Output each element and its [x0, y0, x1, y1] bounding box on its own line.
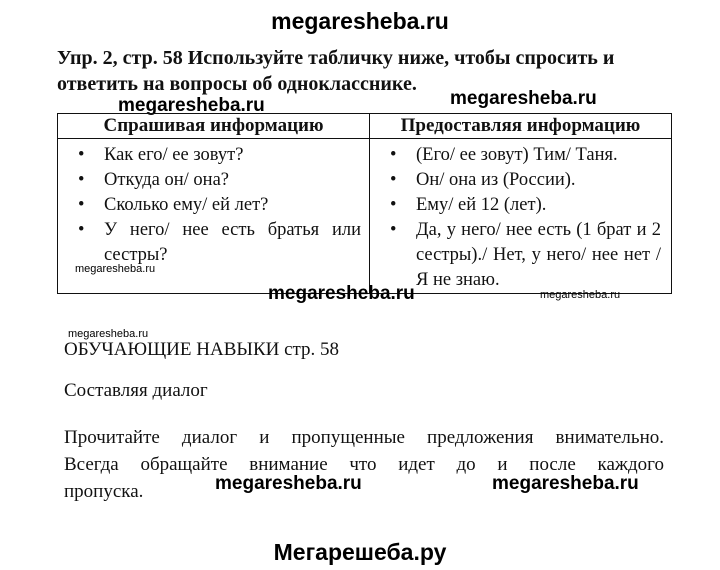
list-item: • (Его/ ее зовут) Тим/ Таня.	[388, 143, 661, 168]
exercise-title-line1: Упр. 2, стр. 58 Используйте табличку ниже, чтобы спросить и	[57, 47, 615, 69]
bottom-brand: Мегарешеба.ру	[273, 539, 447, 565]
asking-list	[76, 143, 361, 268]
list-item: • У него/ нее есть братья или сестры?	[76, 218, 361, 268]
watermark-small-table: megaresheba.ru	[75, 263, 156, 275]
skills-subheading: Составляя диалог	[64, 380, 208, 401]
list-item: • Он/ она из (России).	[388, 168, 661, 193]
skills-heading: ОБУЧАЮЩИЕ НАВЫКИ стр. 58	[64, 339, 340, 360]
list-item: • Откуда он/ она?	[76, 168, 361, 193]
watermark-below-table: megaresheba.ru	[268, 283, 415, 304]
paragraph-line1: Прочитайте диалог и пропущенные предложения внимательно.	[64, 427, 664, 448]
watermark-para-left: megaresheba.ru	[215, 473, 362, 494]
exercise-title-line2: ответить на вопросы об однокласснике.	[57, 73, 417, 95]
watermark-left: megaresheba.ru	[118, 95, 265, 116]
top-watermark: megaresheba.ru	[271, 8, 449, 34]
giving-list	[388, 143, 661, 293]
watermark-small-left: megaresheba.ru	[68, 328, 149, 340]
watermark-right: megaresheba.ru	[450, 88, 597, 109]
watermark-small-right: megaresheba.ru	[540, 289, 621, 301]
list-item: • Да, у него/ нее есть (1 брат и 2 сестры)./ Нет, у него/ нее нет / Я не знаю.	[388, 218, 661, 293]
table-header-row	[58, 114, 672, 139]
watermark-para-right: megaresheba.ru	[492, 473, 639, 494]
paragraph-line2: Всегда обращайте внимание что идет до и после каждого	[64, 454, 664, 475]
giving-column	[370, 139, 672, 294]
header-asking: Спрашивая информацию	[58, 114, 370, 139]
header-giving: Предоставляя информацию	[370, 114, 672, 139]
paragraph-line3: пропуска.	[64, 481, 144, 502]
list-item: • Как его/ ее зовут?	[76, 143, 361, 168]
list-item: • Сколько ему/ ей лет?	[76, 193, 361, 218]
list-item: • Ему/ ей 12 (лет).	[388, 193, 661, 218]
